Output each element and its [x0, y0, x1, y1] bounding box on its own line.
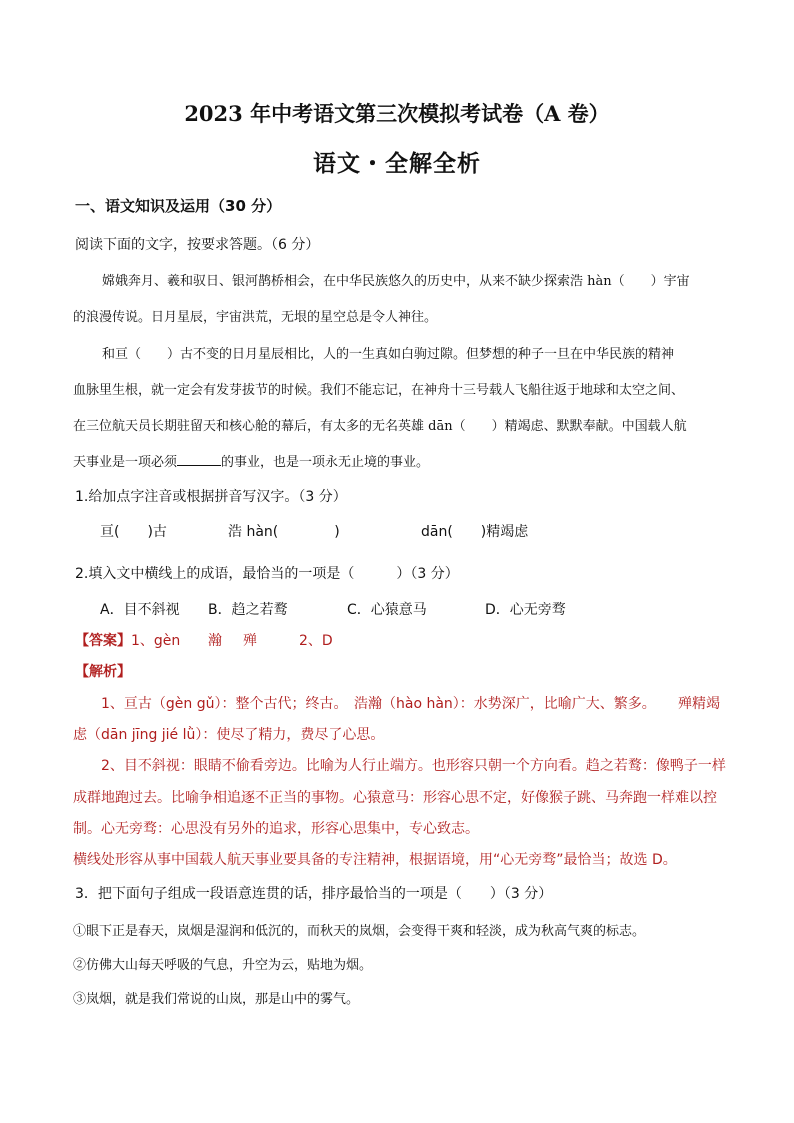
question-2: 2.填入文中横线上的成语，最恰当的一项是（ ）（3 分） — [75, 566, 459, 582]
answer-label: 【答案】 — [75, 633, 131, 649]
q3-sentence: ①眼下正是春天，岚烟是湿润和低沉的，而秋天的岚烟，会变得干爽和轻淡，成为秋高气爽的标志。 — [73, 924, 646, 939]
question-3: 3．把下面句子组成一段语意连贯的话，排序最恰当的一项是（ ）（3 分） — [75, 886, 553, 902]
analysis-label: 【解析】 — [75, 664, 131, 680]
answer-line — [75, 630, 180, 650]
passage-line: 嫦娥奔月、羲和驭日、银河鹊桥相会，在中华民族悠久的历史中，从来不缺少探索浩 hàn（ ）宇宙 — [102, 274, 690, 289]
section-heading: 一、语文知识及运用（30 分） — [75, 197, 282, 215]
passage-line: 的浪漫传说。日月星辰，宇宙洪荒，无垠的星空总是令人神往。 — [73, 310, 438, 325]
question-1: 1.给加点字注音或根据拼音写汉字。（3 分） — [75, 489, 347, 505]
answer-text: 1、gèn — [131, 633, 181, 649]
q1-item: 亘( )古 — [100, 524, 167, 540]
analysis-line: 1、亘古（gèn gǔ）：整个古代；终古。 — [101, 696, 348, 712]
passage-line: 和亘（ ）古不变的日月星辰相比，人的一生真如白驹过隙。但梦想的种子一旦在中华民族的精神 — [102, 347, 675, 362]
reading-instruction: 阅读下面的文字，按要求答题。（6 分） — [75, 237, 320, 253]
passage-line — [73, 451, 429, 470]
passage-text: 的事业，也是一项永无止境的事业。 — [221, 455, 430, 470]
q2-option-c: C．心猿意马 — [347, 602, 427, 618]
analysis-line: 殚精竭 — [678, 696, 720, 712]
q2-option-a: A．目不斜视 — [100, 602, 180, 618]
analysis-line: 制。心无旁骛：心思没有另外的追求，形容心思集中，专心致志。 — [73, 821, 479, 837]
analysis-line: 2、目不斜视：眼睛不偷看旁边。比喻为人行止端方。也形容只朝一个方向看。趋之若鹜：像鸭子一样 — [101, 758, 726, 774]
answer-text: 2、D — [299, 633, 333, 649]
q2-option-b: B．趋之若鹜 — [208, 602, 288, 618]
analysis-line: 浩瀚（hào hàn）：水势深广，比喻广大、繁多。 — [354, 696, 656, 712]
answer-text: 瀚 — [208, 633, 222, 649]
q1-item: dān( )精竭虑 — [421, 524, 529, 540]
fill-blank — [177, 453, 221, 466]
passage-text: 天事业是一项必须 — [73, 455, 178, 470]
answer-text: 殚 — [243, 633, 257, 649]
analysis-line: 成群地跑过去。比喻争相追逐不正当的事物。心猿意马：形容心思不定，好像猴子跳、马奔跑一样难以控 — [73, 790, 717, 806]
q3-sentence: ③岚烟，就是我们常说的山岚，那是山中的雾气。 — [73, 992, 360, 1007]
q1-item: 浩 hàn( ) — [228, 524, 340, 540]
page-subtitle: 语文・全解全析 — [313, 150, 481, 177]
analysis-line: 横线处形容从事中国载人航天事业要具备的专注精神，根据语境，用“心无旁骛”最恰当；故选 D。 — [73, 852, 677, 868]
analysis-line: 虑（dān jīng jié lǜ）：使尽了精力，费尽了心思。 — [73, 727, 385, 743]
q3-sentence: ②仿佛大山每天呼吸的气息，升空为云，贴地为烟。 — [73, 958, 373, 973]
passage-line: 在三位航天员长期驻留天和核心舱的幕后，有太多的无名英雄 dān（ ）精竭虑、默默奉献。中国载人航 — [73, 419, 687, 434]
page-title: 2023 年中考语文第三次模拟考试卷（A 卷） — [184, 101, 610, 126]
q2-option-d: D．心无旁骛 — [485, 602, 566, 618]
passage-line: 血脉里生根，就一定会有发芽拔节的时候。我们不能忘记，在神舟十三号载人飞船往返于地球和太空之间、 — [73, 383, 685, 398]
